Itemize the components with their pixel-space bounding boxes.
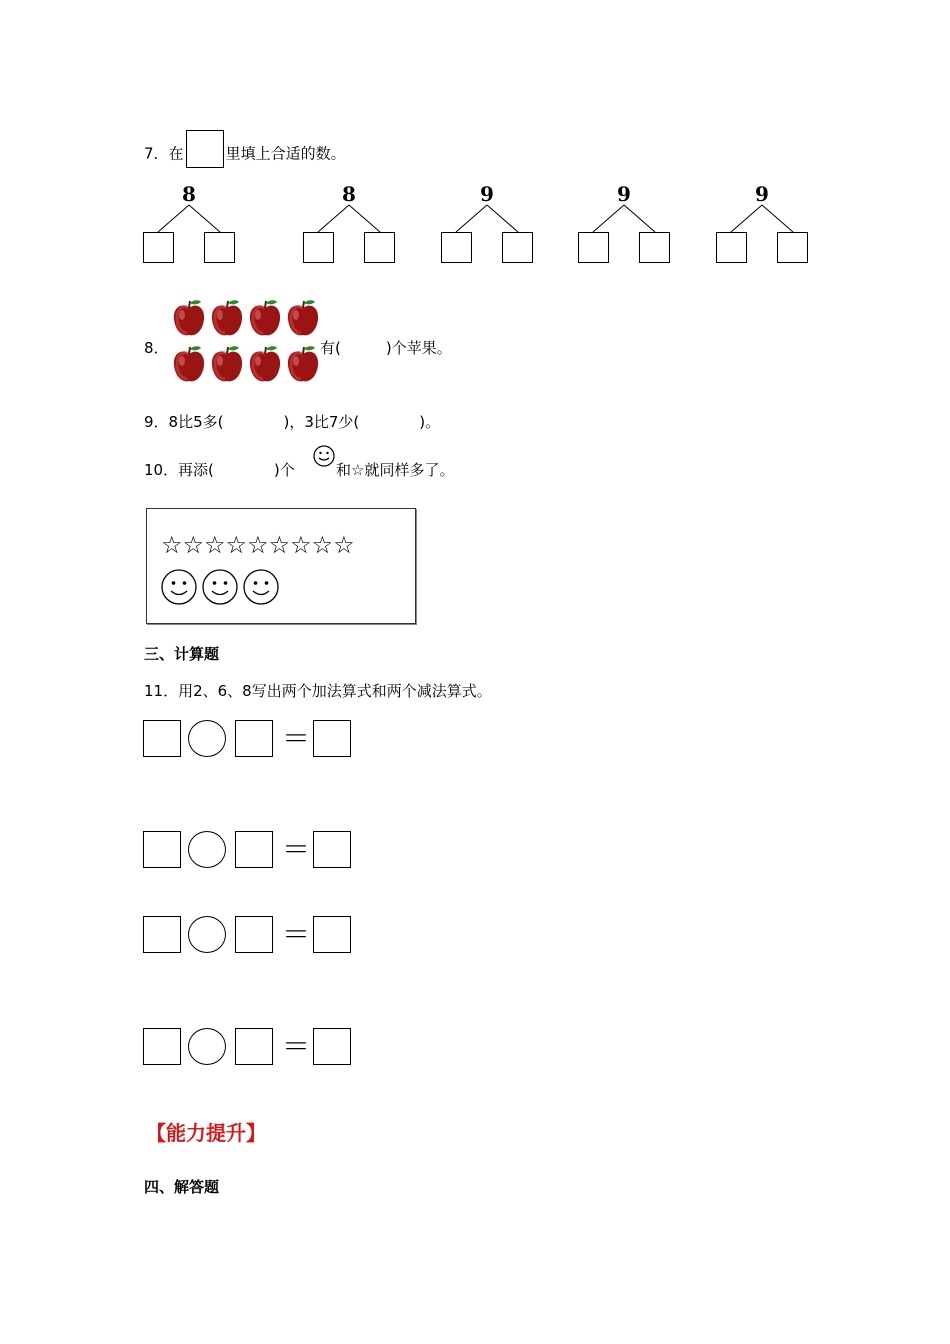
- question-10-number: 10．: [144, 461, 179, 479]
- operand-box[interactable]: [235, 1028, 273, 1065]
- bond-answer-box[interactable]: [639, 232, 670, 263]
- operand-box[interactable]: [235, 720, 273, 757]
- bond-answer-box[interactable]: [441, 232, 472, 263]
- operator-circle[interactable]: [188, 916, 226, 953]
- operand-box[interactable]: [143, 831, 181, 868]
- question-11: 11．用2、6、8写出两个加法算式和两个减法算式。: [144, 682, 492, 700]
- operand-box[interactable]: [143, 720, 181, 757]
- bond-top-number: 9: [617, 182, 631, 206]
- question-8-text: 有( )个苹果。: [320, 339, 452, 357]
- bond-top-number: 9: [480, 182, 494, 206]
- bond-answer-box[interactable]: [303, 232, 334, 263]
- bond-answer-box[interactable]: [502, 232, 533, 263]
- smiley-icon: [312, 444, 336, 468]
- apple-icon: [247, 344, 283, 384]
- smiley-icon: [202, 569, 238, 605]
- operand-box[interactable]: [235, 916, 273, 953]
- bond-answer-box[interactable]: [204, 232, 235, 263]
- bond-answer-box[interactable]: [777, 232, 808, 263]
- smiley-icon: [243, 569, 279, 605]
- bond-top-number: 8: [342, 182, 356, 206]
- operator-circle[interactable]: [188, 1028, 226, 1065]
- equals-sign: ＝: [282, 1030, 311, 1063]
- question-7-prefix: 在: [168, 144, 184, 163]
- apple-icon: [285, 298, 321, 338]
- apple-icon: [285, 344, 321, 384]
- apple-icon: [247, 298, 283, 338]
- question-7-suffix: 里填上合适的数。: [225, 144, 346, 163]
- bond-answer-box[interactable]: [364, 232, 395, 263]
- equals-sign: ＝: [282, 833, 311, 866]
- bond-answer-box[interactable]: [716, 232, 747, 263]
- question-7-number: 7．: [144, 144, 169, 163]
- question-9: 9．8比5多( )，3比7少( )。: [144, 413, 441, 431]
- operand-box[interactable]: [143, 1028, 181, 1065]
- result-box[interactable]: [313, 720, 351, 757]
- result-box[interactable]: [313, 1028, 351, 1065]
- operand-box[interactable]: [235, 831, 273, 868]
- bond-answer-box[interactable]: [578, 232, 609, 263]
- operator-circle[interactable]: [188, 720, 226, 757]
- bond-answer-box[interactable]: [143, 232, 174, 263]
- question-8-number: 8．: [144, 339, 169, 357]
- ability-title: 【能力提升】: [146, 1121, 266, 1145]
- question-10-prefix: 再添( )个: [178, 461, 295, 479]
- apple-icon: [209, 344, 245, 384]
- operator-circle[interactable]: [188, 831, 226, 868]
- operand-box[interactable]: [143, 916, 181, 953]
- smiley-icon: [161, 569, 197, 605]
- result-box[interactable]: [313, 831, 351, 868]
- equals-sign: ＝: [282, 918, 311, 951]
- apple-icon: [171, 344, 207, 384]
- equals-sign: ＝: [282, 722, 311, 755]
- apple-icon: [209, 298, 245, 338]
- stars-row: ☆☆☆☆☆☆☆☆☆: [161, 531, 355, 559]
- apple-icon: [171, 298, 207, 338]
- section-3-title: 三、计算题: [144, 645, 220, 663]
- result-box[interactable]: [313, 916, 351, 953]
- stars-smileys-box: [146, 508, 416, 624]
- section-4-title: 四、解答题: [144, 1178, 220, 1196]
- bond-top-number: 8: [182, 182, 196, 206]
- question-10-suffix: 和☆就同样多了。: [336, 461, 455, 479]
- bond-top-number: 9: [755, 182, 769, 206]
